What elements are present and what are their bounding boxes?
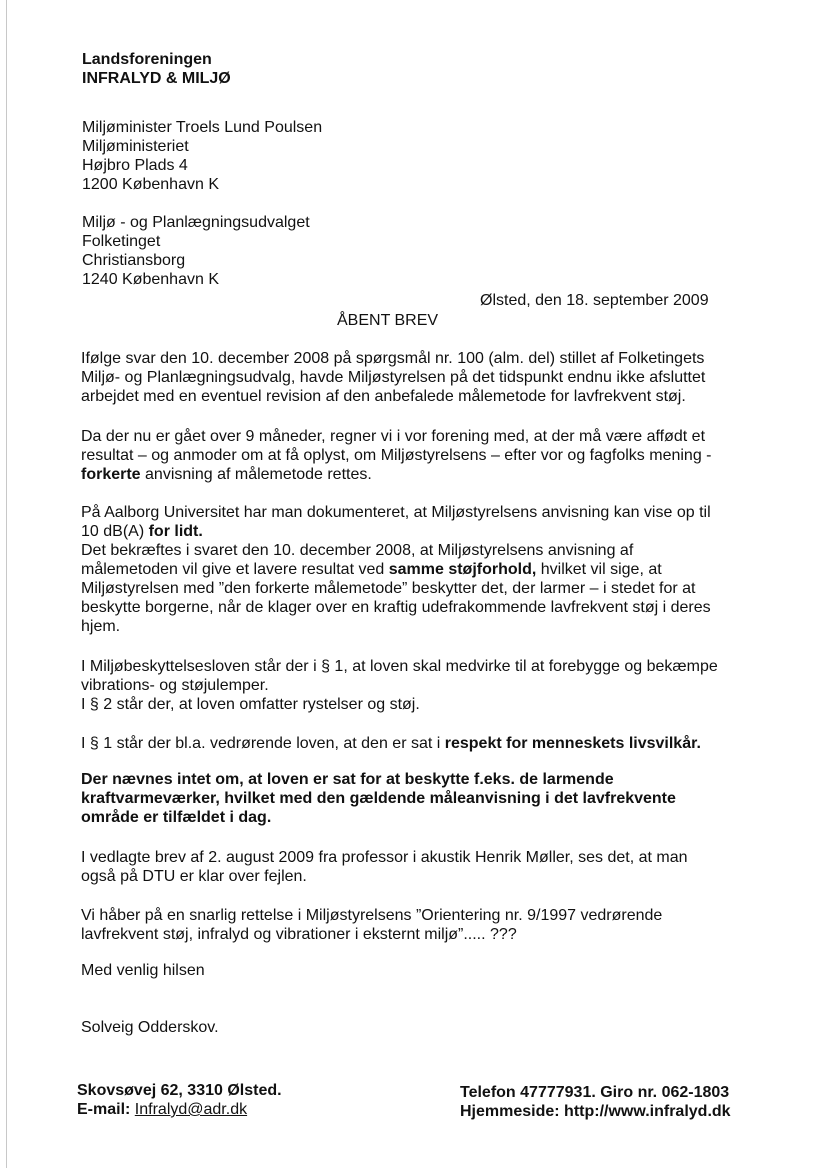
page-edge-line [6, 0, 7, 1168]
text-line: Det bekræftes i svaret den 10. december 2008, at Miljøstyrelsens anvisning af [81, 542, 634, 559]
paragraph-3 [81, 503, 711, 636]
emphasis-text: respekt for menneskets livsvilkår. [444, 735, 701, 752]
paragraph-1 [81, 349, 705, 406]
text-line: resultat – og anmoder om at få oplyst, om Miljøstyrelsens – efter vor og fagfolks mening - [81, 447, 712, 464]
text-span: målemetoden vil give et lavere resultat ved [81, 561, 389, 578]
text-line: beskytte borgerne, når de klager over en kraftig udefrakommende lavfrekvent støj i deres [81, 599, 711, 616]
recipient-line: 1240 København K [82, 271, 219, 288]
text-line: Da der nu er gået over 9 måneder, regner vi i vor forening med, at der må være affødt et [81, 428, 706, 445]
footer-website[interactable]: Hjemmeside: http://www.infralyd.dk [460, 1103, 731, 1120]
paragraph-5 [81, 734, 701, 753]
sender-organization: Landsforeningen [82, 51, 212, 68]
text-line: kraftvarmeværker, hvilket med den gældende måleanvisning i det lavfrekvente [81, 790, 676, 807]
text-line [81, 522, 711, 541]
sender-block [82, 50, 231, 88]
text-line: område er tilfældet i dag. [81, 809, 272, 826]
footer-phone: Telefon 47777931. Giro nr. 062-1803 [460, 1084, 730, 1101]
paragraph-8 [81, 906, 662, 944]
recipient-line: Miljøministeriet [82, 138, 189, 155]
paragraph-2 [81, 427, 712, 484]
text-line: Der nævnes intet om, at loven er sat for at beskytte f.eks. de larmende [81, 771, 614, 788]
recipient-line: Christiansborg [82, 252, 186, 269]
text-line: Ifølge svar den 10. december 2008 på spørgsmål nr. 100 (alm. del) stillet af Folketingets [81, 350, 705, 367]
text-line: På Aalborg Universitet har man dokumenteret, at Miljøstyrelsens anvisning kan vise op til [81, 504, 711, 521]
emphasis-text: forkerte [81, 466, 141, 483]
text-line: Vi håber på en snarlig rettelse i Miljøstyrelsens ”Orientering nr. 9/1997 vedrørende [81, 907, 663, 924]
text-line: Miljøstyrelsen med ”den forkerte målemetode” beskytter det, der larmer – i stedet for at [81, 580, 696, 597]
paragraph-7 [81, 848, 688, 886]
text-line: lavfrekvent støj, infralyd og vibrationer i eksternt miljø”..... ??? [81, 926, 517, 943]
sender-organization-name: INFRALYD & MILJØ [82, 70, 231, 87]
recipient-line: Højbro Plads 4 [82, 157, 188, 174]
signature-name: Solveig Odderskov. [81, 1019, 219, 1036]
text-line: Miljø- og Planlægningsudvalg, havde Miljøstyrelsen på det tidspunkt endnu ikke afsluttet [81, 369, 706, 386]
paragraph-6 [81, 770, 676, 827]
text-line [81, 734, 701, 753]
text-line: vibrations- og støjulemper. [81, 677, 269, 694]
closing-greeting: Med venlig hilsen [81, 962, 205, 979]
text-span: I § 1 står der bl.a. vedrørende loven, at den er sat i [81, 735, 445, 752]
text-line [81, 465, 712, 484]
recipient-line: Miljø - og Planlægningsudvalget [82, 214, 310, 231]
text-span: hvilket vil sige, at [536, 561, 662, 578]
footer-contact-right [460, 1083, 731, 1121]
recipient-address-committee [82, 213, 310, 289]
email-label: E-mail: [77, 1101, 135, 1118]
recipient-line: Miljøminister Troels Lund Poulsen [82, 119, 323, 136]
footer-contact-left [77, 1081, 282, 1119]
emphasis-text: for lidt. [148, 523, 203, 540]
text-line: I Miljøbeskyttelsesloven står der i § 1, at loven skal medvirke til at forebygge og bekæmpe [81, 658, 718, 675]
text-line: arbejdet med en eventuel revision af den anbefalede målemetode for lavfrekvent støj. [81, 388, 686, 405]
footer-address: Skovsøvej 62, 3310 Ølsted. [77, 1082, 282, 1099]
text-line: I § 2 står der, at loven omfatter rystelser og støj. [81, 696, 420, 713]
text-line: også på DTU er klar over fejlen. [81, 868, 307, 885]
recipient-line: 1200 København K [82, 176, 219, 193]
footer-email-line [77, 1100, 282, 1119]
paragraph-4 [81, 657, 718, 714]
recipient-line: Folketinget [82, 233, 161, 250]
text-span: anvisning af målemetode rettes. [140, 466, 372, 483]
recipient-address-ministry [82, 118, 322, 194]
letter-date: Ølsted, den 18. september 2009 [480, 292, 709, 309]
text-line: I vedlagte brev af 2. august 2009 fra professor i akustik Henrik Møller, ses det, at man [81, 849, 688, 866]
text-line: hjem. [81, 618, 121, 635]
text-line [81, 560, 711, 579]
email-link[interactable]: Infralyd@adr.dk [134, 1101, 248, 1118]
text-span: 10 dB(A) [81, 523, 149, 540]
emphasis-text: samme støjforhold, [388, 561, 537, 578]
letter-subject: ÅBENT BREV [337, 312, 439, 329]
